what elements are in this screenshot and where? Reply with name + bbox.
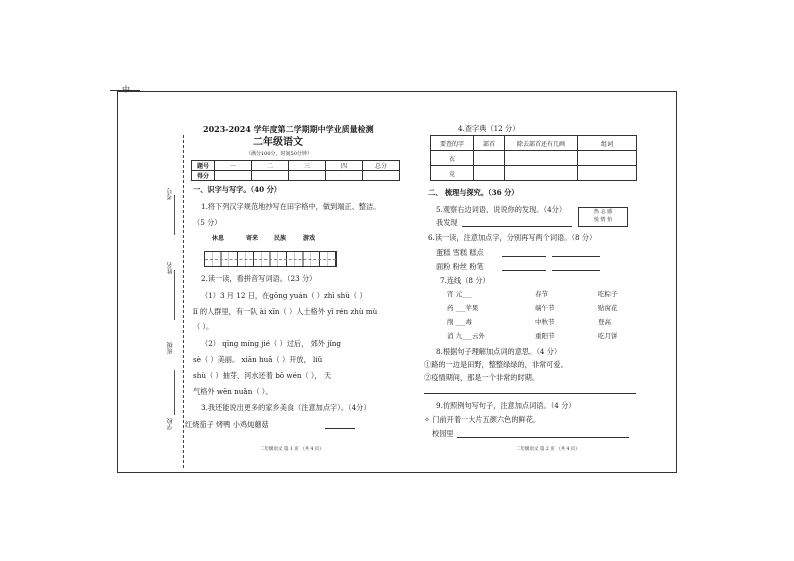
side-label-school: 学校 (167, 418, 174, 430)
page-footer-2: 二年级语文 第 2 页 （共 4 页） (516, 447, 580, 452)
q1-word: 寄来 (246, 235, 259, 242)
q7-left-item[interactable]: 消 九___云外 (447, 332, 485, 340)
q1-word: 民族 (274, 235, 287, 242)
q7-mid-item[interactable]: 端午节 (535, 304, 555, 312)
score-cell[interactable] (215, 171, 252, 181)
q2-line: 气格外 wēn nuǎn（ ）。 (193, 387, 273, 396)
dict-answer-cell[interactable] (505, 166, 578, 181)
binding-line (183, 135, 184, 468)
q7-left-item[interactable]: 宵 元___ (447, 290, 472, 298)
q9-text: 9.仿照例句写句子，注意加点词语。（4 分） (436, 401, 576, 410)
score-label-cell: 得分 (192, 171, 215, 181)
q6-text: 6.读一读，注意加点字，分别再写两个词语。（8 分） (428, 233, 597, 242)
q3-answer-line[interactable] (325, 428, 355, 429)
q2-line: （2） qīng míng jié（ ）过后， 郊外 jǐng (201, 339, 341, 348)
q1-score: （5 分） (193, 218, 222, 227)
score-cell[interactable] (363, 171, 400, 181)
score-cell[interactable] (326, 171, 363, 181)
section2-title: 二、 梳理与探究。（36 分） (428, 188, 519, 197)
q7-right-item[interactable]: 吃粽子 (598, 290, 618, 298)
dictionary-table (430, 135, 637, 181)
q7-right-item[interactable]: 贴窗花 (598, 304, 618, 312)
score-header-cell: 四 (326, 161, 363, 171)
q2-line: shù（ ）抽芽，河水还着 bō wén（ ）， 天 (193, 371, 332, 380)
side-label-name: 姓名 (167, 262, 174, 274)
score-cell[interactable] (289, 171, 326, 181)
exam-meta: （满分100分，时间50分钟） (246, 151, 312, 157)
q6-answer-line[interactable] (502, 256, 546, 257)
score-cell[interactable] (252, 171, 289, 181)
q6-answer-line[interactable] (552, 256, 600, 257)
q8-answer-line[interactable] (424, 393, 636, 394)
section1-title: 一、识字与写字。（40 分） (193, 185, 281, 194)
q6-answer-line[interactable] (552, 270, 600, 271)
q7-text: 7.连线（8 分） (440, 276, 490, 285)
q7-right-item[interactable]: 吃月饼 (598, 332, 618, 340)
q9-answer-line[interactable] (457, 437, 629, 438)
q9-example: ✧ 门前开着一大片五颜六色的鲜花。 (424, 415, 541, 424)
dict-header-cell: 组词 (578, 136, 637, 151)
subject-title: 二年级语文 (253, 137, 303, 148)
q2-line: lǐ 的人群里，有一队 ài xīn（ ）人士格外 yǐ rén zhù mù (193, 307, 378, 316)
q5-answer-line[interactable] (462, 226, 572, 227)
dict-answer-cell[interactable] (505, 151, 578, 166)
dict-header-cell: 部首 (474, 136, 505, 151)
q5-answer-label: 我发现 (436, 218, 458, 227)
dict-char-cell: 竞 (431, 166, 474, 181)
score-header-cell: 题号 (192, 161, 215, 171)
score-header-cell: 三 (289, 161, 326, 171)
score-header-cell: 一 (215, 161, 252, 171)
dict-answer-cell[interactable] (578, 151, 637, 166)
score-table (191, 160, 400, 181)
dict-answer-cell[interactable] (474, 166, 505, 181)
q7-mid-item[interactable]: 重阳节 (535, 332, 555, 340)
q2-line: sè（ ）美丽。 xiān huā（ ）开放， liǔ (193, 355, 323, 364)
q1-text: 1.将下列汉字规范地抄写在田字格中，做到端正、整洁。 (201, 202, 381, 211)
q2-line: （ ）。 (193, 322, 214, 331)
q9-answer-label: 校园里 (432, 429, 454, 438)
q8-line: ②疫情期间，那是一个非常的时期。 (424, 373, 540, 382)
q5-word-box: 热 忐 感 悦 情 怡 (578, 207, 628, 227)
q8-text: 8.根据句子理解加点词的意思。（4 分） (436, 347, 562, 356)
dict-char-cell: 衣 (431, 151, 474, 166)
dict-header-cell: 除去部首还有几画 (505, 136, 578, 151)
q6-answer-line[interactable] (502, 270, 546, 271)
q7-left-item[interactable]: 削 ___毒 (447, 318, 472, 326)
dict-header-cell: 要查的字 (431, 136, 474, 151)
score-header-cell: 总分 (363, 161, 400, 171)
q8-line: ①路的一边是田野，整整绿绿的，非常可爱。 (424, 360, 568, 369)
score-header-cell: 二 (252, 161, 289, 171)
q4-text: 4.查字典（12 分） (458, 124, 520, 133)
q5-text: 5.观察右边词语，说说你的发现。（4分） (436, 205, 567, 214)
q3-text: 3.我还能说出更多的家乡美食（注意加点字）。（4分） (201, 403, 371, 412)
page-footer-1: 二年级语文 第 1 页 （共 4 页） (260, 447, 324, 452)
q7-right-item[interactable]: 登高 (598, 318, 611, 326)
q7-left-item[interactable]: 药 ___苹果 (447, 304, 479, 312)
q7-mid-item[interactable]: 中秋节 (535, 318, 555, 326)
corner-mark: 中 (110, 84, 140, 98)
q1-word: 休息 (212, 235, 225, 242)
q2-line: （1）3 月 12 日，在gōng yuán（ ）zhì shù（ ） (201, 291, 367, 300)
side-label-class: 班级 (167, 342, 174, 354)
q6-row: 蛋糕 雪糕 糕点 (436, 248, 484, 257)
q6-row: 面粉 粉丝 粉笔 (436, 262, 484, 271)
q7-mid-item[interactable]: 春节 (535, 290, 548, 298)
exam-title: 2023-2024 学年度第二学期期中学业质量检测 (203, 124, 374, 134)
dict-answer-cell[interactable] (578, 166, 637, 181)
dict-answer-cell[interactable] (474, 151, 505, 166)
q1-word: 游戏 (303, 235, 316, 242)
tianzige-grid[interactable] (204, 251, 337, 267)
q3-words: 红烧茄子 烤鸭 小鸡炖蘑菇 (185, 420, 269, 429)
side-label-exam-number: 考号 (167, 188, 174, 200)
q2-text: 2.读一读，看拼音写词语。（23 分） (201, 274, 317, 283)
